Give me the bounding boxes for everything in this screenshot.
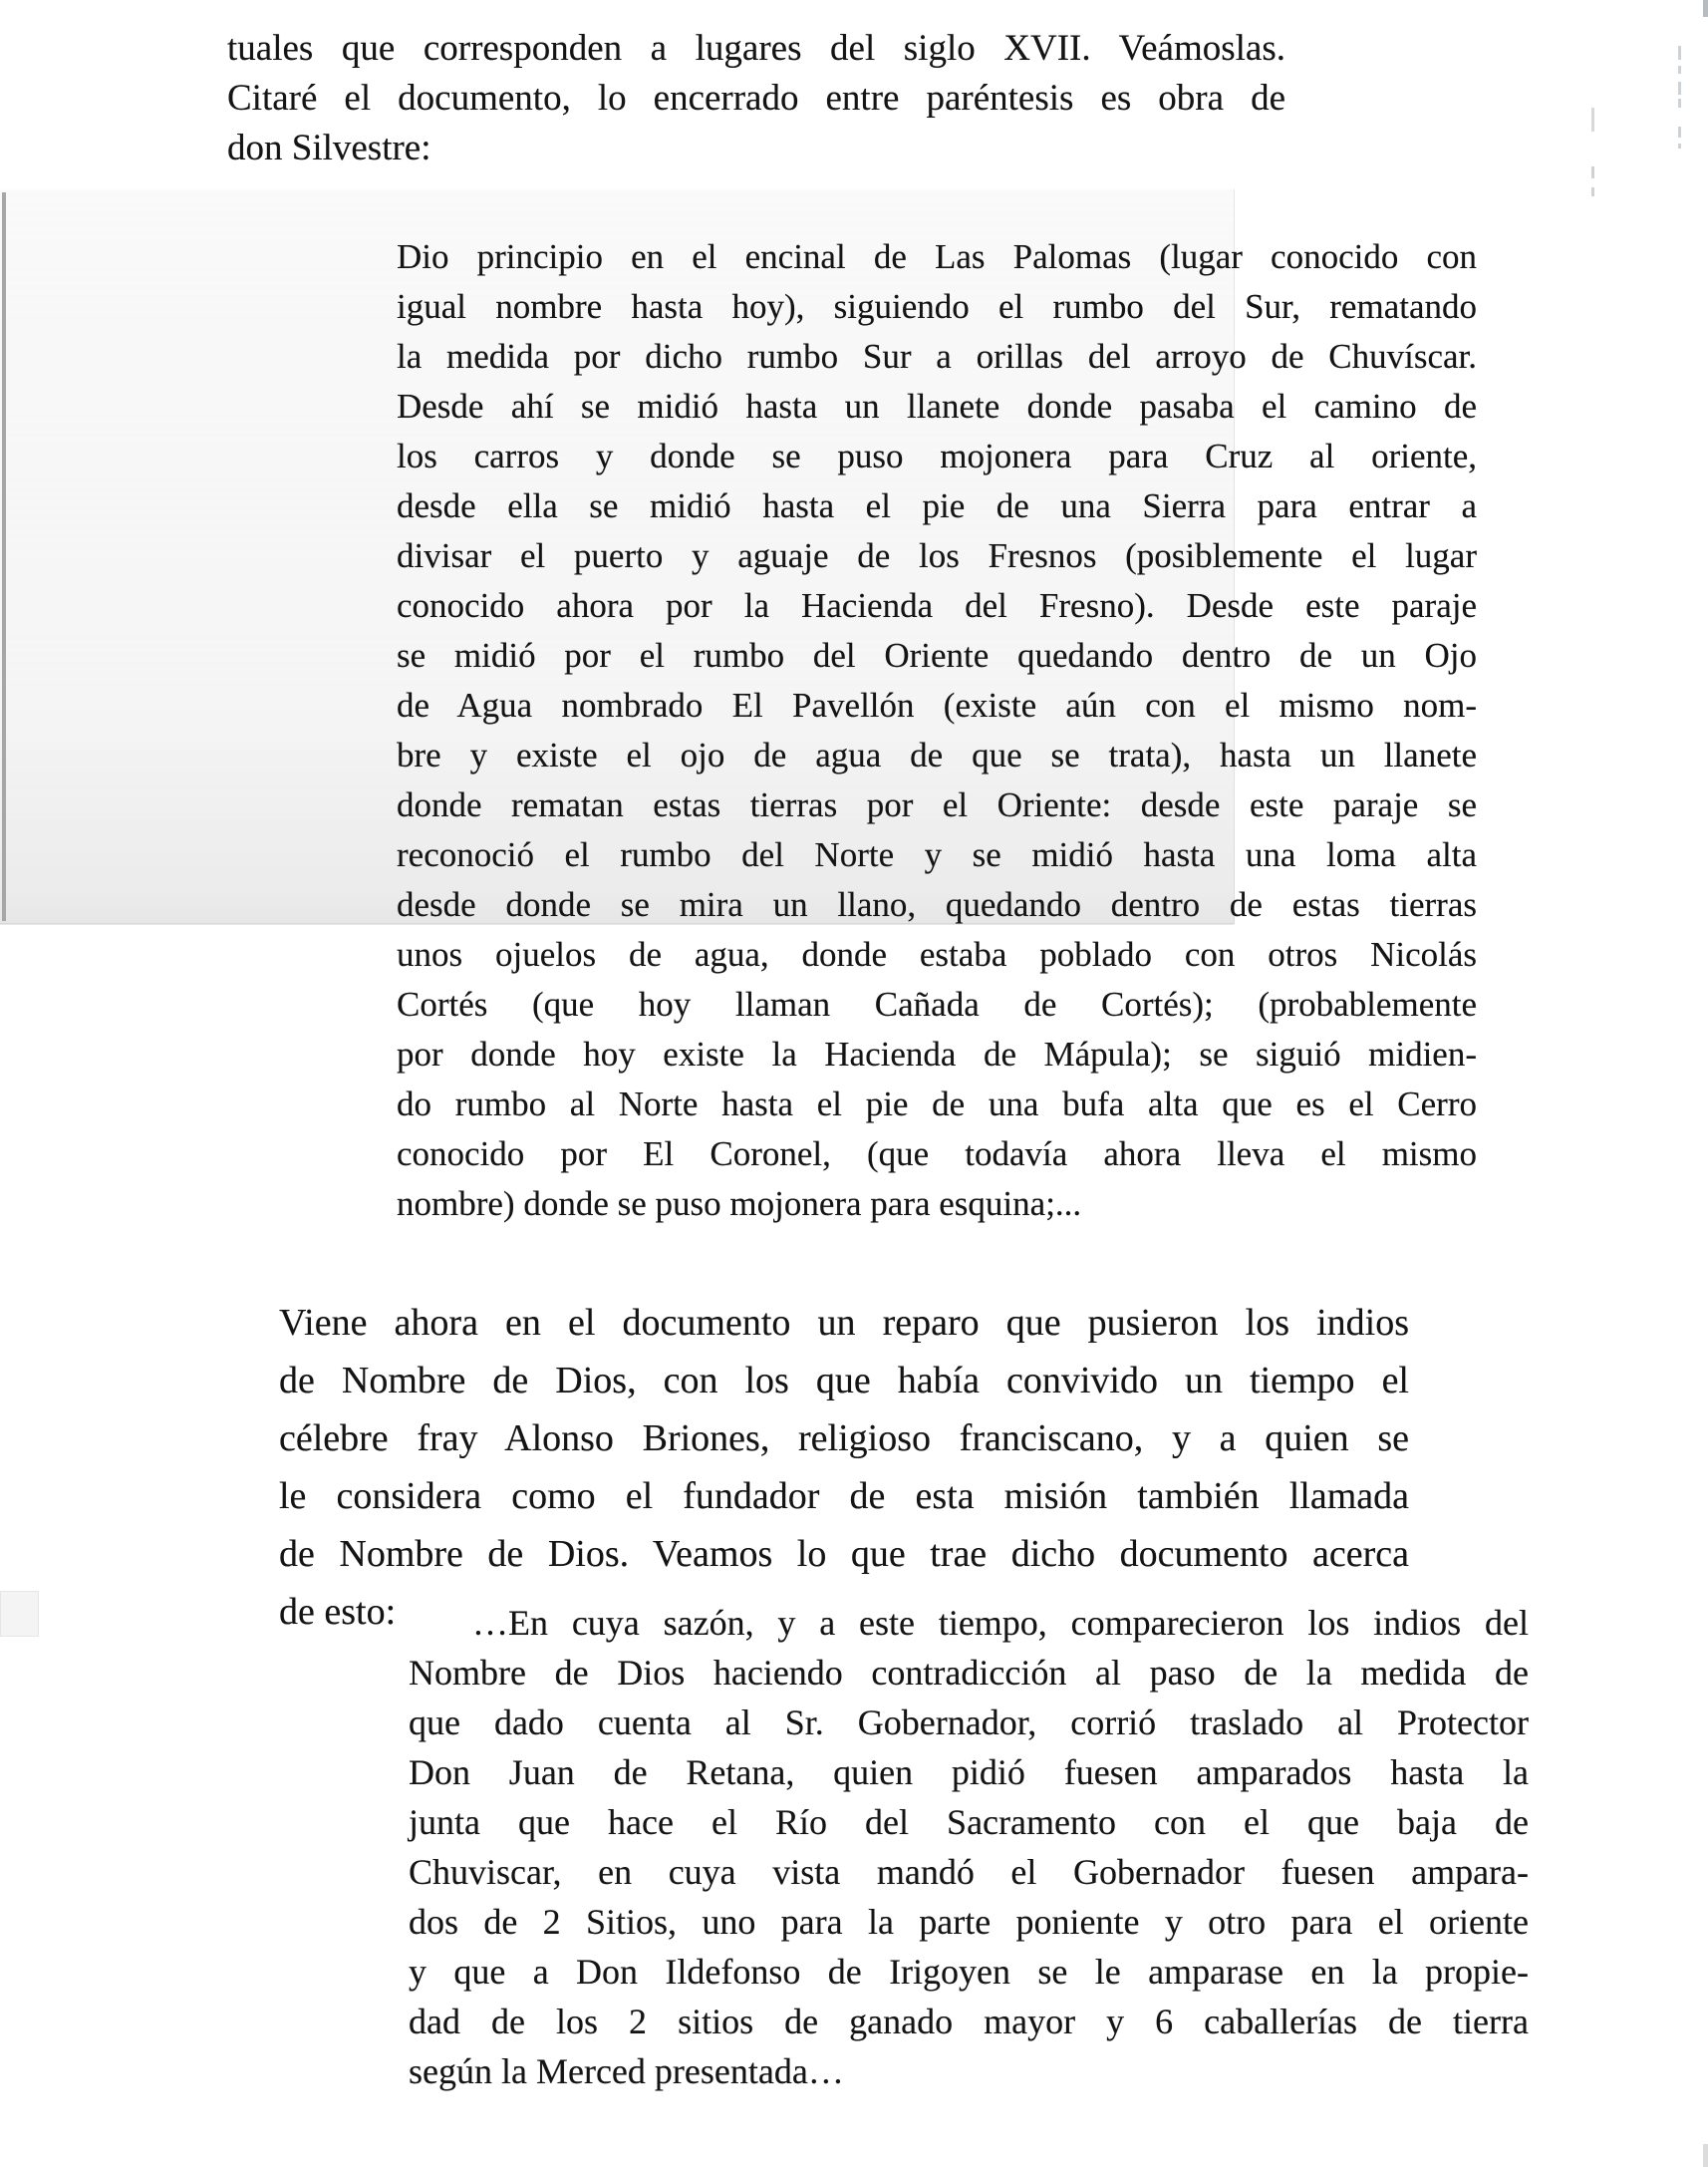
text-line: tuales que corresponden a lugares del siglo XVII. Veámoslas. <box>227 28 1285 69</box>
text-line: conocido ahora por la Hacienda del Fresno). Desde este paraje <box>397 586 1477 625</box>
scan-dash-mark <box>1678 66 1681 74</box>
text-line: Don Juan de Retana, quien pidió fuesen amparados hasta la <box>409 1752 1529 1792</box>
text-line: nombre) donde se puso mojonera para esquina;... <box>397 1184 1082 1223</box>
text-line: los carros y donde se puso mojonera para Cruz al oriente, <box>397 437 1477 475</box>
text-line: unos ojuelos de agua, donde estaba poblado con otros Nicolás <box>397 935 1477 974</box>
text-line: Dio principio en el encinal de Las Palomas (lugar conocido con <box>397 237 1477 276</box>
scan-edge-line <box>2 192 6 921</box>
text-line: divisar el puerto y aguaje de los Fresnos (posiblemente el lugar <box>397 536 1477 575</box>
text-line: conocido por El Coronel, (que todavía ahora lleva el mismo <box>397 1134 1477 1173</box>
scan-dash-mark <box>1591 108 1594 132</box>
scan-bottom-tick <box>1703 2144 1708 2167</box>
scan-dash-mark <box>1678 46 1681 60</box>
text-line: Citaré el documento, lo encerrado entre paréntesis es obra de <box>227 78 1285 119</box>
text-line: do rumbo al Norte hasta el pie de una bufa alta que es el Cerro <box>397 1084 1477 1123</box>
scan-dash-mark <box>1678 99 1681 108</box>
scan-dash-mark <box>1678 127 1681 138</box>
text-line: Cortés (que hoy llaman Cañada de Cortés); (probablemente <box>397 985 1477 1024</box>
text-line: desde donde se mira un llano, quedando dentro de estas tierras <box>397 885 1477 924</box>
indians-objection-quote <box>409 1598 1529 2096</box>
boundary-survey-quote <box>397 232 1477 1229</box>
text-line: Desde ahí se midió hasta un llanete donde pasaba el camino de <box>397 387 1477 426</box>
text-line: dos de 2 Sitios, uno para la parte poniente y otro para el oriente <box>409 1902 1529 1942</box>
text-line: la medida por dicho rumbo Sur a orillas del arroyo de Chuvíscar. <box>397 337 1477 376</box>
text-line: de Nombre de Dios, con los que había convivido un tiempo el <box>279 1360 1409 1401</box>
text-line: por donde hoy existe la Hacienda de Mápula); se siguió midien- <box>397 1035 1477 1074</box>
scan-corner-tick <box>1703 0 1708 17</box>
text-line: se midió por el rumbo del Oriente quedando dentro de un Ojo <box>397 636 1477 675</box>
text-line: y que a Don Ildefonso de Irigoyen se le amparase en la propie- <box>409 1952 1529 1992</box>
scan-dash-mark <box>1591 187 1594 196</box>
text-line: desde ella se midió hasta el pie de una Sierra para entrar a <box>397 486 1477 525</box>
text-line: don Silvestre: <box>227 128 431 168</box>
scan-patch-artifact <box>0 1591 39 1637</box>
scan-dash-mark <box>1591 166 1594 178</box>
text-line: de Agua nombrado El Pavellón (existe aún con el mismo nom- <box>397 686 1477 725</box>
text-line: igual nombre hasta hoy), siguiendo el rumbo del Sur, rematando <box>397 287 1477 326</box>
text-line: que dado cuenta al Sr. Gobernador, corrió traslado al Protector <box>409 1703 1529 1742</box>
text-line: reconoció el rumbo del Norte y se midió hasta una loma alta <box>397 835 1477 874</box>
text-line: Chuviscar, en cuya vista mandó el Gobernador fuesen ampara- <box>409 1852 1529 1892</box>
text-line-clipped: de esto: <box>279 1591 397 1633</box>
text-line: dad de los 2 sitios de ganado mayor y 6 caballerías de tierra <box>409 2002 1529 2041</box>
text-line: Nombre de Dios haciendo contradicción al paso de la medida de <box>409 1653 1529 1693</box>
text-line: según la Merced presentada… <box>409 2051 844 2091</box>
text-line: junta que hace el Río del Sacramento con el que baja de <box>409 1802 1529 1842</box>
text-line: Viene ahora en el documento un reparo que pusieron los indios <box>279 1302 1409 1344</box>
text-line: le considera como el fundador de esta misión también llamada <box>279 1475 1409 1517</box>
scan-dash-mark <box>1678 82 1681 95</box>
text-line: de Nombre de Dios. Veamos lo que trae dicho documento acerca <box>279 1533 1409 1575</box>
intro-paragraph <box>227 24 1285 173</box>
scan-dash-mark <box>1678 144 1681 149</box>
text-line: célebre fray Alonso Briones, religioso franciscano, y a quien se <box>279 1417 1409 1459</box>
text-line: bre y existe el ojo de agua de que se trata), hasta un llanete <box>397 736 1477 774</box>
text-line: …En cuya sazón, y a este tiempo, comparecieron los indios del <box>472 1603 1529 1643</box>
text-line: donde rematan estas tierras por el Oriente: desde este paraje se <box>397 785 1477 824</box>
